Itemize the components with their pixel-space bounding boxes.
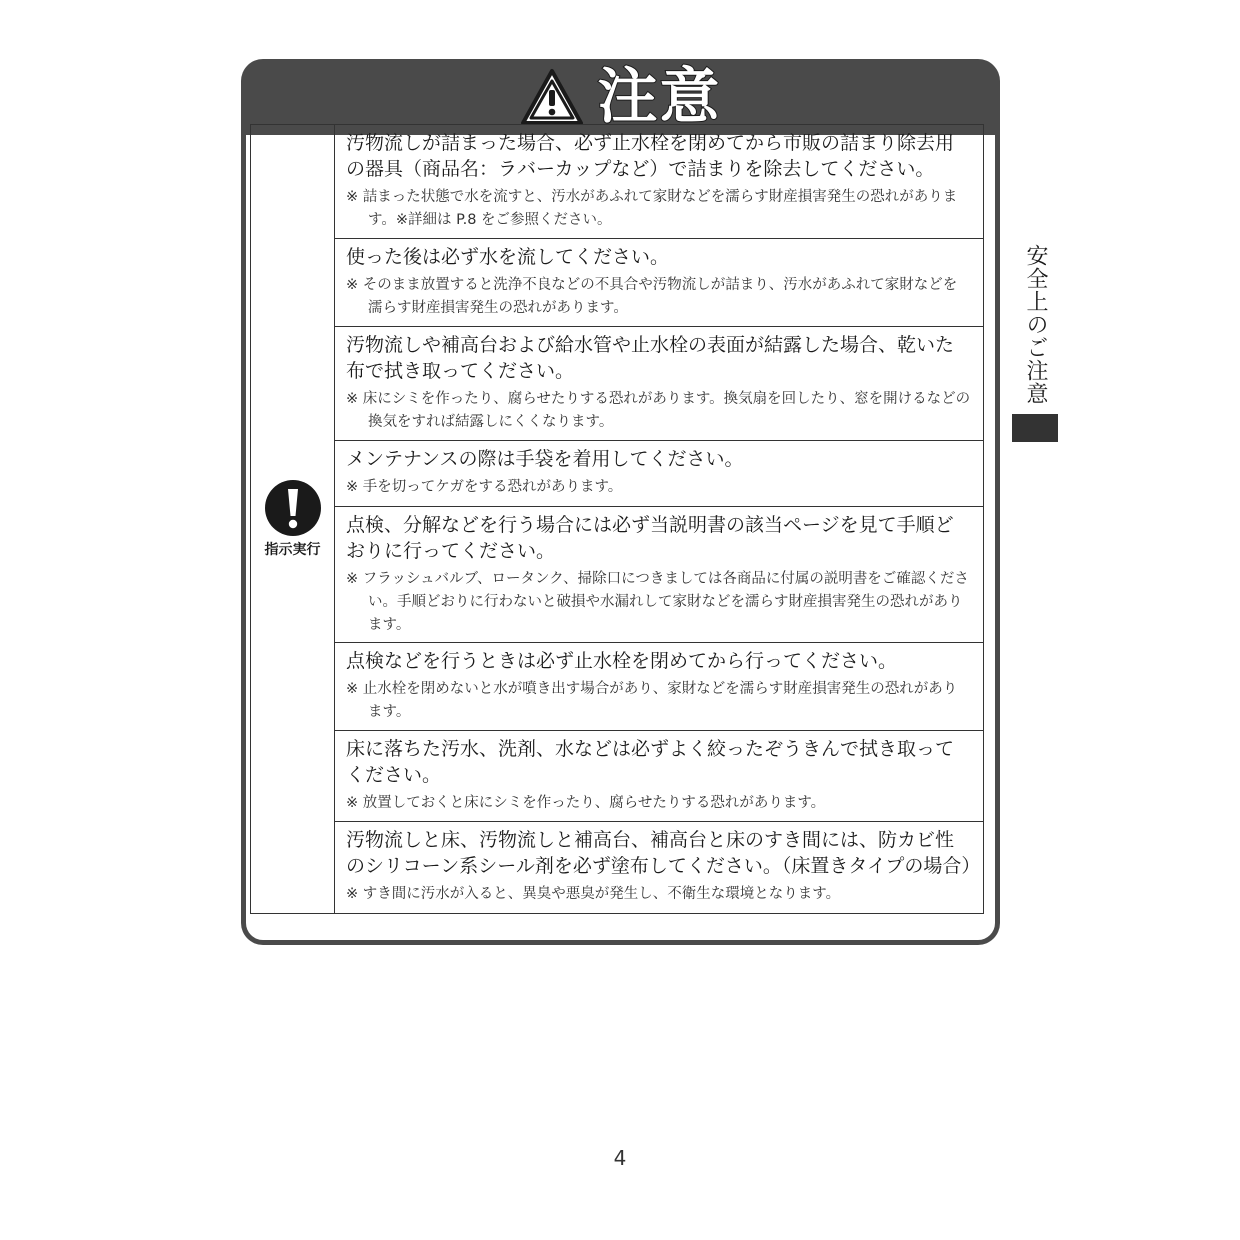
- exclamation-circle-icon: [264, 479, 322, 537]
- section-tab-label: 安全上のご注意: [1023, 244, 1048, 405]
- caution-panel: [241, 59, 1000, 945]
- instruction-row: [335, 239, 983, 327]
- instruction-text: 点検、分解などを行う場合には必ず当説明書の該当ページを見て手順どおりに行ってください。: [346, 514, 954, 562]
- instruction-note: ※ 床にシミを作ったり、腐らせたりする恐れがあります。換気扇を回したり、窓を開けるなどの換気をすれば結露しにくくなります。: [346, 391, 971, 430]
- section-side-tab: [1012, 244, 1058, 442]
- instruction-note: ※ そのまま放置すると洗浄不良などの不具合や汚物流しが詰まり、汚水があふれて家財などを濡らす財産損害発生の恐れがあります。: [346, 277, 958, 316]
- instruction-note: ※ 手を切ってケガをする恐れがあります。: [346, 479, 623, 495]
- instruction-list: [335, 125, 983, 913]
- instruction-note: ※ 放置しておくと床にシミを作ったり、腐らせたりする恐れがあります。: [346, 795, 826, 811]
- instruction-text: メンテナンスの際は手袋を着用してください。: [346, 448, 744, 470]
- instruction-row: [335, 643, 983, 731]
- warning-triangle-icon: [520, 68, 584, 126]
- instruction-row: [335, 125, 983, 239]
- page-number: 4: [613, 1146, 627, 1170]
- instruction-row: [335, 731, 983, 822]
- section-tab-marker: [1012, 414, 1058, 442]
- instruction-row: [335, 507, 983, 643]
- instruction-note: ※ 詰まった状態で水を流すと、汚水があふれて家財などを濡らす財産損害発生の恐れがあります。※詳細は P.8 をご参照ください。: [346, 189, 958, 228]
- instruction-row: [335, 441, 983, 507]
- instruction-text: 床に落ちた汚水、洗剤、水などは必ずよく絞ったぞうきんで拭き取ってください。: [346, 738, 955, 786]
- instruction-note: ※ フラッシュバルブ、ロータンク、掃除口につきましては各商品に付属の説明書をご確認ください。手順どおりに行わないと破損や水漏れして家財などを濡らす財産損害発生の恐れがあります。: [346, 571, 969, 633]
- instruction-text: 点検などを行うときは必ず止水栓を閉めてから行ってください。: [346, 650, 898, 672]
- caution-title: 注意: [597, 62, 722, 132]
- instruction-row: [335, 327, 983, 441]
- mandatory-action-cell: [251, 125, 335, 913]
- instruction-text: 汚物流しや補高台および給水管や止水栓の表面が結露した場合、乾いた布で拭き取ってください。: [346, 334, 955, 382]
- instruction-text: 汚物流しが詰まった場合、必ず止水栓を閉めてから市販の詰まり除去用の器具（商品名：ラバーカップなど）で詰まりを除去してください。: [346, 132, 955, 180]
- instruction-note: ※ すき間に汚水が入ると、異臭や悪臭が発生し、不衛生な環境となります。: [346, 886, 841, 902]
- instruction-note: ※ 止水栓を閉めないと水が噴き出す場合があり、家財などを濡らす財産損害発生の恐れがあります。: [346, 681, 958, 720]
- mandatory-action-label: 指示実行: [264, 542, 321, 558]
- caution-table: [250, 124, 984, 914]
- instruction-row: [335, 822, 983, 913]
- instruction-text: 使った後は必ず水を流してください。: [346, 246, 670, 268]
- instruction-text: 汚物流しと床、汚物流しと補高台、補高台と床のすき間には、防カビ性のシリコーン系シール剤を必ず塗布してください。（床置きタイプの場合）: [346, 829, 981, 877]
